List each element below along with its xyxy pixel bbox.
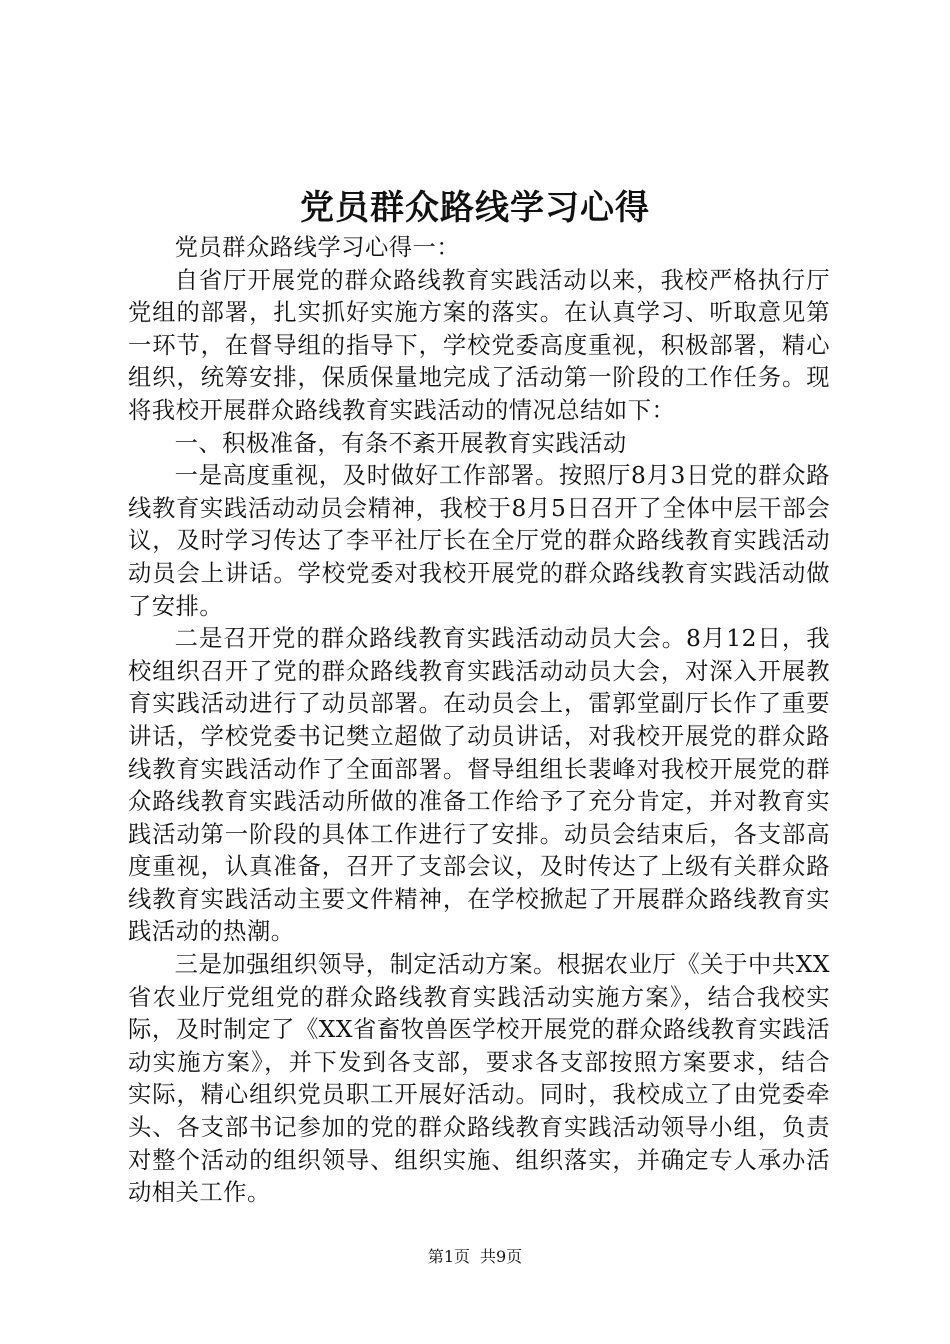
paragraph-subtitle: 党员群众路线学习心得一：: [174, 234, 461, 261]
page-total: 共9页: [480, 1247, 523, 1266]
paragraph-intro: 自省厅开展党的群众路线教育实践活动以来，我校严格执行厅党组的部署，扎实抓好实施方案的落实。在认真学习、听取意见第一环节，在督导组的指导下，学校党委高度重视，积极部署，精心组织，统筹安排，保质保量地完成了活动第一阶段的工作任务。现将我校开展群众路线教育实践活动的情况总结如下：: [128, 266, 830, 424]
section-heading: 一、积极准备，有条不紊开展教育实践活动: [174, 429, 627, 457]
paragraph-point-three: 三是加强组织领导，制定活动方案。根据农业厅《关于中共XX省农业厅党组党的群众路线教育实践活动实施方案》，结合我校实际，及时制定了《XX省畜牧兽医学校开展党的群众路线教育实践活动实施方案》，并下发到各支部，要求各支部按照方案要求，结合实际，精心组织党员职工开展好活动。同时，我校成立了由党委牵头、各支部书记参加的党的群众路线教育实践活动领导小组，负责对整个活动的组织领导、组织实施、组织落实，并确定专人承办活动相关工作。: [128, 951, 830, 1207]
page-footer: [0, 1245, 950, 1269]
paragraph-point-one: 一是高度重视，及时做好工作部署。按照厅8月3日党的群众路线教育实践活动动员会精神，我校于8月5日召开了全体中层干部会议，及时学习传达了李平社厅长在全厅党的群众路线教育实践活动动员会上讲话。学校党委对我校开展党的群众路线教育实践活动做了安排。: [128, 462, 830, 620]
page-number: 第1页: [427, 1247, 470, 1266]
paragraph-point-two: 二是召开党的群众路线教育实践活动动员大会。8月12日，我校组织召开了党的群众路线教育实践活动动员大会，对深入开展教育实践活动进行了动员部署。在动员会上，雷郭堂副厅长作了重要讲话，学校党委书记樊立超做了动员讲话，对我校开展党的群众路线教育实践活动作了全面部署。督导组组长裴峰对我校开展党的群众路线教育实践活动所做的准备工作给予了充分肯定，并对教育实践活动第一阶段的具体工作进行了安排。动员会结束后，各支部高度重视，认真准备，召开了支部会议，及时传达了上级有关群众路线教育实践活动主要文件精神，在学校掀起了开展群众路线教育实践活动的热潮。: [128, 625, 830, 946]
document-body: [128, 232, 830, 1210]
document-title: 党员群众路线学习心得: [300, 188, 650, 228]
